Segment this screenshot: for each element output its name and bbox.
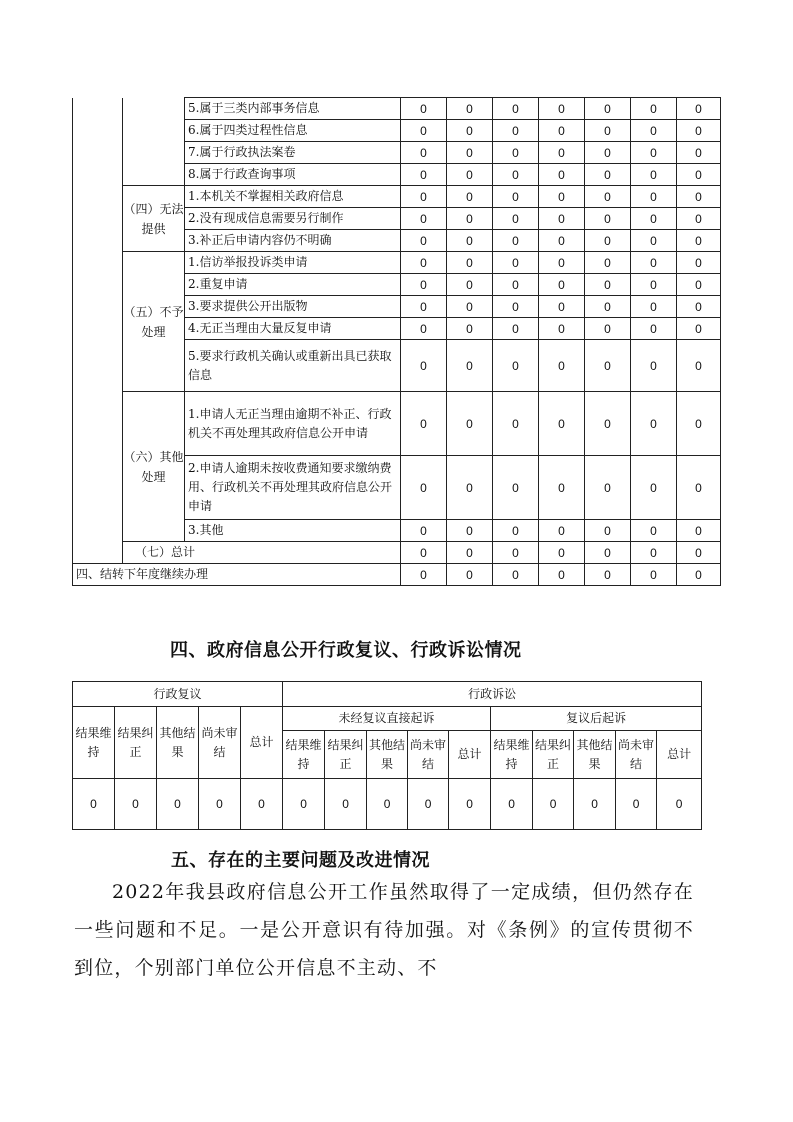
value-cell: 0 xyxy=(539,274,585,296)
value-cell: 0 xyxy=(677,208,721,230)
body-paragraph: 2022年我县政府信息公开工作虽然取得了一定成绩，但仍然存在一些问题和不足。一是公开意识有待加强。对《条例》的宣传贯彻不到位，个别部门单位公开信息不主动、不 xyxy=(74,881,694,979)
row-label: 5.属于三类内部事务信息 xyxy=(185,98,401,120)
value-cell: 0 xyxy=(493,164,539,186)
value-cell: 0 xyxy=(401,230,447,252)
section-4-title: 四、政府信息公开行政复议、行政诉讼情况 xyxy=(170,640,522,661)
after-col: 其他结果 xyxy=(574,731,616,779)
value-cell: 0 xyxy=(493,142,539,164)
value-cell: 0 xyxy=(447,542,493,564)
value-cell: 0 xyxy=(574,779,616,830)
review-col: 结果维持 xyxy=(73,707,115,779)
value-cell: 0 xyxy=(585,98,631,120)
direct-col: 尚未审结 xyxy=(408,731,449,779)
value-cell: 0 xyxy=(677,340,721,392)
value-cell: 0 xyxy=(677,520,721,542)
value-cell: 0 xyxy=(677,230,721,252)
value-cell: 0 xyxy=(677,296,721,318)
value-cell: 0 xyxy=(447,186,493,208)
value-cell: 0 xyxy=(493,542,539,564)
value-cell: 0 xyxy=(585,542,631,564)
value-cell: 0 xyxy=(447,142,493,164)
value-cell: 0 xyxy=(408,779,449,830)
row-label: 4.无正当理由大量反复申请 xyxy=(185,318,401,340)
value-cell: 0 xyxy=(585,456,631,520)
value-cell: 0 xyxy=(493,274,539,296)
total-row xyxy=(73,542,721,564)
value-cell: 0 xyxy=(539,296,585,318)
value-cell: 0 xyxy=(533,779,574,830)
value-cell: 0 xyxy=(447,98,493,120)
value-cell: 0 xyxy=(491,779,533,830)
value-cell: 0 xyxy=(631,142,677,164)
after-col: 尚未审结 xyxy=(616,731,657,779)
value-cell: 0 xyxy=(539,252,585,274)
value-cell: 0 xyxy=(367,779,408,830)
value-cell: 0 xyxy=(493,252,539,274)
value-cell: 0 xyxy=(585,252,631,274)
value-cell: 0 xyxy=(616,779,657,830)
value-cell: 0 xyxy=(493,456,539,520)
value-cell: 0 xyxy=(401,520,447,542)
value-cell: 0 xyxy=(447,230,493,252)
value-cell: 0 xyxy=(493,564,539,586)
value-cell: 0 xyxy=(401,542,447,564)
value-cell: 0 xyxy=(631,230,677,252)
carry-over-label: 四、结转下年度继续办理 xyxy=(73,564,401,586)
value-cell: 0 xyxy=(447,456,493,520)
value-cell: 0 xyxy=(401,274,447,296)
litigation-header: 行政诉讼 xyxy=(283,682,702,707)
row-label: 2.重复申请 xyxy=(185,274,401,296)
value-cell: 0 xyxy=(493,318,539,340)
table-row xyxy=(73,252,721,274)
value-cell: 0 xyxy=(539,520,585,542)
row-label: 3.要求提供公开出版物 xyxy=(185,296,401,318)
value-cell: 0 xyxy=(493,120,539,142)
value-cell: 0 xyxy=(677,142,721,164)
value-cell: 0 xyxy=(325,779,367,830)
value-cell: 0 xyxy=(447,296,493,318)
value-cell: 0 xyxy=(447,120,493,142)
value-cell: 0 xyxy=(631,186,677,208)
block-6-label: （六）其他处理 xyxy=(123,392,185,542)
value-cell: 0 xyxy=(677,98,721,120)
value-cell: 0 xyxy=(115,779,157,830)
review-col: 总计 xyxy=(241,707,283,779)
value-cell: 0 xyxy=(493,296,539,318)
carry-over-row xyxy=(73,564,721,586)
value-cell: 0 xyxy=(631,564,677,586)
value-cell: 0 xyxy=(631,274,677,296)
value-cell: 0 xyxy=(585,164,631,186)
value-cell: 0 xyxy=(401,98,447,120)
value-cell: 0 xyxy=(401,208,447,230)
value-cell: 0 xyxy=(631,164,677,186)
row-label: 3.其他 xyxy=(185,520,401,542)
value-cell: 0 xyxy=(585,564,631,586)
row-label: 1.本机关不掌握相关政府信息 xyxy=(185,186,401,208)
value-cell: 0 xyxy=(539,208,585,230)
value-cell: 0 xyxy=(73,779,115,830)
value-cell: 0 xyxy=(677,164,721,186)
value-cell: 0 xyxy=(493,340,539,392)
value-cell: 0 xyxy=(631,340,677,392)
table-row xyxy=(73,186,721,208)
value-cell: 0 xyxy=(283,779,325,830)
value-cell: 0 xyxy=(585,392,631,456)
value-cell: 0 xyxy=(401,318,447,340)
value-cell: 0 xyxy=(585,120,631,142)
value-cell: 0 xyxy=(401,340,447,392)
value-cell: 0 xyxy=(539,392,585,456)
value-cell: 0 xyxy=(539,186,585,208)
value-cell: 0 xyxy=(539,456,585,520)
value-cell: 0 xyxy=(447,208,493,230)
value-cell: 0 xyxy=(447,392,493,456)
value-cell: 0 xyxy=(449,779,491,830)
after-col: 结果纠正 xyxy=(533,731,574,779)
value-cell: 0 xyxy=(631,456,677,520)
value-cell: 0 xyxy=(447,274,493,296)
value-cell: 0 xyxy=(585,186,631,208)
row-label: 5.要求行政机关确认或重新出具已获取信息 xyxy=(185,340,401,392)
total-label: （七）总计 xyxy=(123,542,401,564)
review-col: 尚未审结 xyxy=(199,707,241,779)
row-label: 7.属于行政执法案卷 xyxy=(185,142,401,164)
row-label: 2.没有现成信息需要另行制作 xyxy=(185,208,401,230)
direct-litigation-header: 未经复议直接起诉 xyxy=(283,707,491,731)
value-cell: 0 xyxy=(631,98,677,120)
value-cell: 0 xyxy=(585,340,631,392)
direct-col: 总计 xyxy=(449,731,491,779)
value-cell: 0 xyxy=(401,186,447,208)
row-label: 6.属于四类过程性信息 xyxy=(185,120,401,142)
value-cell: 0 xyxy=(677,274,721,296)
value-cell: 0 xyxy=(401,564,447,586)
value-cell: 0 xyxy=(677,252,721,274)
value-cell: 0 xyxy=(631,520,677,542)
block-5-label: （五）不予处理 xyxy=(123,252,185,392)
value-cell: 0 xyxy=(539,318,585,340)
value-cell: 0 xyxy=(539,142,585,164)
value-cell: 0 xyxy=(539,542,585,564)
value-cell: 0 xyxy=(631,296,677,318)
value-cell: 0 xyxy=(539,340,585,392)
value-cell: 0 xyxy=(677,456,721,520)
direct-col: 结果纠正 xyxy=(325,731,367,779)
value-cell: 0 xyxy=(447,340,493,392)
value-cell: 0 xyxy=(447,564,493,586)
value-cell: 0 xyxy=(401,296,447,318)
value-cell: 0 xyxy=(493,208,539,230)
value-cell: 0 xyxy=(677,186,721,208)
value-cell: 0 xyxy=(539,120,585,142)
application-handling-table xyxy=(72,97,721,586)
value-cell: 0 xyxy=(157,779,199,830)
block-4-label: （四）无法提供 xyxy=(123,186,185,252)
row-label: 2.申请人逾期未按收费通知要求缴纳费用、行政机关不再处理其政府信息公开申请 xyxy=(185,456,401,520)
value-cell: 0 xyxy=(493,520,539,542)
value-cell: 0 xyxy=(447,520,493,542)
direct-col: 结果维持 xyxy=(283,731,325,779)
block-3-cell xyxy=(123,98,185,186)
value-cell: 0 xyxy=(677,564,721,586)
value-cell: 0 xyxy=(401,456,447,520)
value-cell: 0 xyxy=(631,252,677,274)
value-cell: 0 xyxy=(401,142,447,164)
value-cell: 0 xyxy=(677,120,721,142)
value-cell: 0 xyxy=(539,564,585,586)
value-cell: 0 xyxy=(585,230,631,252)
value-cell: 0 xyxy=(401,252,447,274)
value-cell: 0 xyxy=(447,252,493,274)
value-cell: 0 xyxy=(677,542,721,564)
value-cell: 0 xyxy=(539,98,585,120)
value-cell: 0 xyxy=(493,392,539,456)
section-5-title: 五、存在的主要问题及改进情况 xyxy=(171,850,430,871)
review-col: 结果纠正 xyxy=(115,707,157,779)
row-label: 1.信访举报投诉类申请 xyxy=(185,252,401,274)
value-cell: 0 xyxy=(401,120,447,142)
direct-col: 其他结果 xyxy=(367,731,408,779)
table-row xyxy=(73,98,721,120)
value-cell: 0 xyxy=(631,542,677,564)
value-cell: 0 xyxy=(539,230,585,252)
value-cell: 0 xyxy=(493,230,539,252)
review-litigation-table xyxy=(72,681,702,830)
review-col: 其他结果 xyxy=(157,707,199,779)
value-cell: 0 xyxy=(585,274,631,296)
row-label: 8.属于行政查询事项 xyxy=(185,164,401,186)
value-cell: 0 xyxy=(585,208,631,230)
value-cell: 0 xyxy=(631,392,677,456)
table-row xyxy=(73,392,721,456)
review-header: 行政复议 xyxy=(73,682,283,707)
after-review-header: 复议后起诉 xyxy=(491,707,702,731)
value-cell: 0 xyxy=(657,779,702,830)
value-cell: 0 xyxy=(493,98,539,120)
row-label: 1.申请人无正当理由逾期不补正、行政机关不再处理其政府信息公开申请 xyxy=(185,392,401,456)
value-cell: 0 xyxy=(585,520,631,542)
value-cell: 0 xyxy=(677,318,721,340)
value-cell: 0 xyxy=(677,392,721,456)
value-cell: 0 xyxy=(447,318,493,340)
after-col: 总计 xyxy=(657,731,702,779)
value-cell: 0 xyxy=(447,164,493,186)
value-cell: 0 xyxy=(539,164,585,186)
outer-category-cell xyxy=(73,98,123,564)
value-cell: 0 xyxy=(585,142,631,164)
value-cell: 0 xyxy=(631,318,677,340)
value-cell: 0 xyxy=(401,392,447,456)
value-cell: 0 xyxy=(401,164,447,186)
value-cell: 0 xyxy=(241,779,283,830)
value-cell: 0 xyxy=(585,296,631,318)
after-col: 结果维持 xyxy=(491,731,533,779)
value-cell: 0 xyxy=(199,779,241,830)
value-cell: 0 xyxy=(631,120,677,142)
value-cell: 0 xyxy=(585,318,631,340)
row-label: 3.补正后申请内容仍不明确 xyxy=(185,230,401,252)
value-cell: 0 xyxy=(493,186,539,208)
value-cell: 0 xyxy=(631,208,677,230)
